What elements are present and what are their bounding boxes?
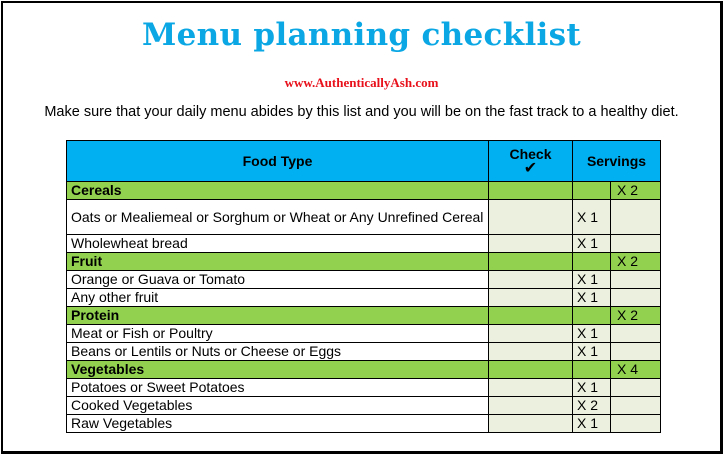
food-item-row bbox=[67, 200, 661, 235]
checklist-table bbox=[66, 140, 661, 433]
item-empty-cell bbox=[611, 235, 661, 253]
item-check-cell[interactable] bbox=[489, 397, 573, 415]
food-item-row bbox=[67, 325, 661, 343]
category-spacer-cell bbox=[573, 307, 611, 325]
item-serving: X 2 bbox=[573, 397, 611, 415]
item-empty-cell bbox=[611, 343, 661, 361]
food-item-name: Meat or Fish or Poultry bbox=[67, 325, 489, 343]
food-item-name: Oats or Mealiemeal or Sorghum or Wheat or Any Unrefined Cereal bbox=[67, 200, 489, 235]
item-empty-cell bbox=[611, 397, 661, 415]
food-item-row bbox=[67, 271, 661, 289]
item-serving: X 1 bbox=[573, 289, 611, 307]
check-header-label: Check bbox=[509, 145, 552, 162]
category-name: Fruit bbox=[67, 253, 489, 271]
item-empty-cell bbox=[611, 271, 661, 289]
item-serving: X 1 bbox=[573, 271, 611, 289]
item-check-cell[interactable] bbox=[489, 415, 573, 433]
item-check-cell[interactable] bbox=[489, 200, 573, 235]
item-check-cell[interactable] bbox=[489, 343, 573, 361]
item-empty-cell bbox=[611, 415, 661, 433]
food-item-row bbox=[67, 415, 661, 433]
website-link[interactable]: www.AuthenticallyAsh.com bbox=[284, 75, 439, 90]
food-type-header: Food Type bbox=[67, 141, 489, 182]
category-name: Cereals bbox=[67, 182, 489, 200]
category-row bbox=[67, 182, 661, 200]
food-item-row bbox=[67, 397, 661, 415]
item-serving: X 1 bbox=[573, 379, 611, 397]
category-name: Protein bbox=[67, 307, 489, 325]
table-header-row bbox=[67, 141, 661, 182]
food-item-row bbox=[67, 289, 661, 307]
food-item-name: Any other fruit bbox=[67, 289, 489, 307]
category-total-servings: X 2 bbox=[611, 182, 661, 200]
check-header bbox=[489, 141, 573, 182]
item-empty-cell bbox=[611, 325, 661, 343]
category-row bbox=[67, 307, 661, 325]
item-check-cell[interactable] bbox=[489, 289, 573, 307]
food-item-name: Cooked Vegetables bbox=[67, 397, 489, 415]
item-serving: X 1 bbox=[573, 325, 611, 343]
category-check-cell[interactable] bbox=[489, 361, 573, 379]
category-spacer-cell bbox=[573, 182, 611, 200]
category-total-servings: X 2 bbox=[611, 307, 661, 325]
category-check-cell[interactable] bbox=[489, 307, 573, 325]
intro-text: Make sure that your daily menu abides by this list and you will be on the fast track to a healthy diet. bbox=[44, 104, 679, 120]
item-serving: X 1 bbox=[573, 200, 611, 235]
food-item-row bbox=[67, 235, 661, 253]
category-check-cell[interactable] bbox=[489, 182, 573, 200]
category-row bbox=[67, 253, 661, 271]
food-item-name: Beans or Lentils or Nuts or Cheese or Eggs bbox=[67, 343, 489, 361]
item-serving: X 1 bbox=[573, 415, 611, 433]
item-empty-cell bbox=[611, 289, 661, 307]
servings-header: Servings bbox=[573, 141, 661, 182]
item-check-cell[interactable] bbox=[489, 235, 573, 253]
category-total-servings: X 4 bbox=[611, 361, 661, 379]
checklist-page bbox=[1, 1, 723, 454]
checkmark-icon: ✔ bbox=[523, 159, 538, 177]
page-title: Menu planning checklist bbox=[141, 17, 582, 53]
food-item-name: Wholewheat bread bbox=[67, 235, 489, 253]
category-row bbox=[67, 361, 661, 379]
item-check-cell[interactable] bbox=[489, 379, 573, 397]
item-serving: X 1 bbox=[573, 343, 611, 361]
item-empty-cell bbox=[611, 200, 661, 235]
category-check-cell[interactable] bbox=[489, 253, 573, 271]
item-check-cell[interactable] bbox=[489, 271, 573, 289]
category-total-servings: X 2 bbox=[611, 253, 661, 271]
item-check-cell[interactable] bbox=[489, 325, 573, 343]
food-item-row bbox=[67, 343, 661, 361]
item-serving: X 1 bbox=[573, 235, 611, 253]
food-item-name: Raw Vegetables bbox=[67, 415, 489, 433]
category-spacer-cell bbox=[573, 361, 611, 379]
food-item-name: Orange or Guava or Tomato bbox=[67, 271, 489, 289]
table-body bbox=[67, 182, 661, 433]
category-name: Vegetables bbox=[67, 361, 489, 379]
item-empty-cell bbox=[611, 379, 661, 397]
category-spacer-cell bbox=[573, 253, 611, 271]
food-item-row bbox=[67, 379, 661, 397]
food-item-name: Potatoes or Sweet Potatoes bbox=[67, 379, 489, 397]
